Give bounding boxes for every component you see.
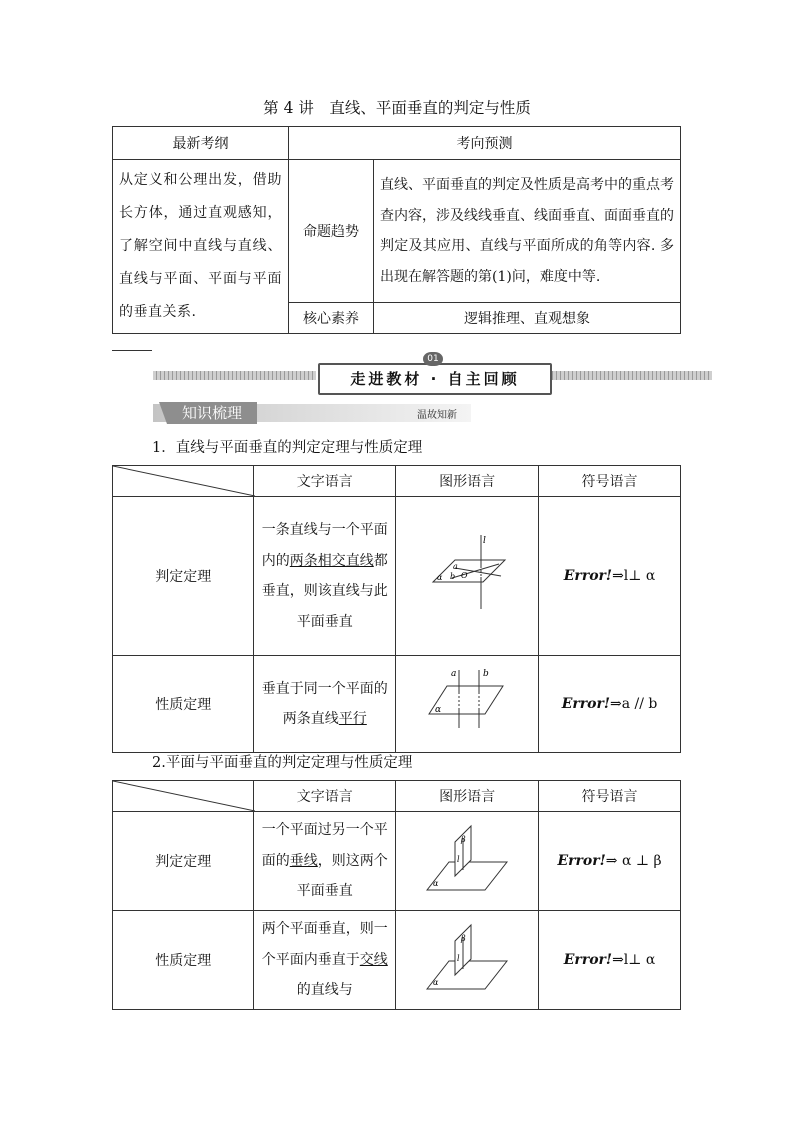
section-tag-label: 知识梳理 (167, 402, 257, 424)
row-label-judgement: 判定定理 (113, 497, 254, 656)
text-language (254, 656, 396, 753)
label-l: l (457, 954, 460, 963)
text-language (254, 497, 396, 656)
text-part: 垂直于同一个平面的两条直线 (261, 680, 388, 727)
label-alpha: α (437, 573, 443, 582)
text-part: 一个平面过另一个平面的 (261, 822, 388, 869)
symbol-language (539, 656, 681, 753)
core-label: 核心素养 (289, 303, 374, 334)
trend-label: 命题趋势 (289, 160, 374, 303)
core-text: 逻辑推理、直观想象 (374, 303, 681, 334)
col-header-figure: 图形语言 (396, 781, 539, 812)
label-alpha: α (433, 879, 439, 888)
diagonal-header-cell (113, 466, 254, 497)
label-a: a (453, 562, 458, 571)
col-header-figure: 图形语言 (396, 466, 539, 497)
label-alpha: α (433, 978, 439, 987)
text-part: 两个平面垂直，则一个平面内垂直于 (261, 921, 388, 968)
banner-badge: 01 (423, 352, 443, 366)
text-part: 都垂直，则该直线与此平面垂直 (261, 552, 388, 630)
error-mark: Error! (563, 952, 613, 968)
figure-parallel-lines (396, 656, 539, 753)
diagonal-line (113, 466, 255, 496)
text-language (254, 812, 396, 911)
section2-heading: 2.平面与平面垂直的判定定理与性质定理 (152, 755, 413, 771)
divider (112, 350, 152, 351)
key-term: 平行 (338, 711, 367, 727)
symbol-language (539, 812, 681, 911)
text-part: 一条直线与一个平面内的 (261, 522, 388, 569)
label-alpha: α (435, 705, 442, 715)
error-mark: Error! (563, 568, 613, 584)
col-header-symbol: 符号语言 (539, 781, 681, 812)
diagonal-line (113, 781, 255, 811)
figure-svg (397, 812, 537, 906)
symbol-text: ⇒l⊥ α (612, 568, 656, 584)
banner-stripe-right (549, 371, 712, 380)
figure-plane-perp-property (396, 911, 539, 1010)
figure-svg (397, 497, 537, 651)
key-term: 两条相交直线 (289, 552, 374, 569)
text-part: 的直线与 (296, 982, 353, 999)
line-plane-table (112, 465, 681, 753)
text-language (254, 911, 396, 1010)
overview-table (112, 126, 681, 334)
symbol-text: ⇒ α ⊥ β (605, 853, 662, 869)
row-label-property: 性质定理 (113, 911, 254, 1010)
figure-svg (397, 911, 537, 1005)
label-beta: β (461, 934, 466, 943)
section-tag-sub: 温故知新 (417, 410, 457, 421)
trend-text: 直线、平面垂直的判定及性质是高考中的重点考查内容，涉及线线垂直、线面垂直、面面垂直的判定及其应用、直线与平面所成的角等内容. 多出现在解答题的第(1)问，难度中等. (374, 160, 681, 303)
error-mark: Error! (561, 696, 611, 712)
label-l: l (483, 536, 487, 546)
key-term: 交线 (359, 951, 388, 968)
outline-text: 从定义和公理出发，借助长方体，通过直观感知，了解空间中直线与直线、直线与平面、平面与平面的垂直关系. (113, 160, 289, 334)
symbol-language (539, 911, 681, 1010)
plane-plane-table (112, 780, 681, 1010)
col-header-text: 文字语言 (254, 781, 396, 812)
symbol-language (539, 497, 681, 656)
section1-heading: 1．直线与平面垂直的判定定理与性质定理 (152, 440, 423, 456)
banner-stripe-left (153, 371, 316, 380)
figure-line-perp-plane (396, 497, 539, 656)
row-label-property: 性质定理 (113, 656, 254, 753)
col-header-text: 文字语言 (254, 466, 396, 497)
label-l: l (457, 855, 460, 864)
row-label-judgement: 判定定理 (113, 812, 254, 911)
label-b: b (450, 572, 456, 581)
header-outline: 最新考纲 (113, 127, 289, 160)
label-a: a (451, 669, 457, 679)
page-title: 第 4 讲 直线、平面垂直的判定与性质 (263, 99, 531, 117)
header-forecast: 考向预测 (289, 127, 681, 160)
label-beta: β (461, 835, 466, 844)
text-part: ，则这两个平面垂直 (296, 852, 388, 900)
symbol-text: ⇒l⊥ α (612, 952, 656, 968)
col-header-symbol: 符号语言 (539, 466, 681, 497)
key-term: 垂线 (289, 852, 318, 869)
symbol-text: ⇒a // b (610, 696, 658, 712)
section-banner: 走进教材 · 自主回顾 (318, 363, 552, 395)
label-o: O (461, 571, 468, 580)
diagonal-header-cell (113, 781, 254, 812)
error-mark: Error! (557, 853, 606, 869)
figure-plane-perp-plane (396, 812, 539, 911)
label-b: b (483, 669, 489, 679)
figure-svg (397, 656, 537, 748)
